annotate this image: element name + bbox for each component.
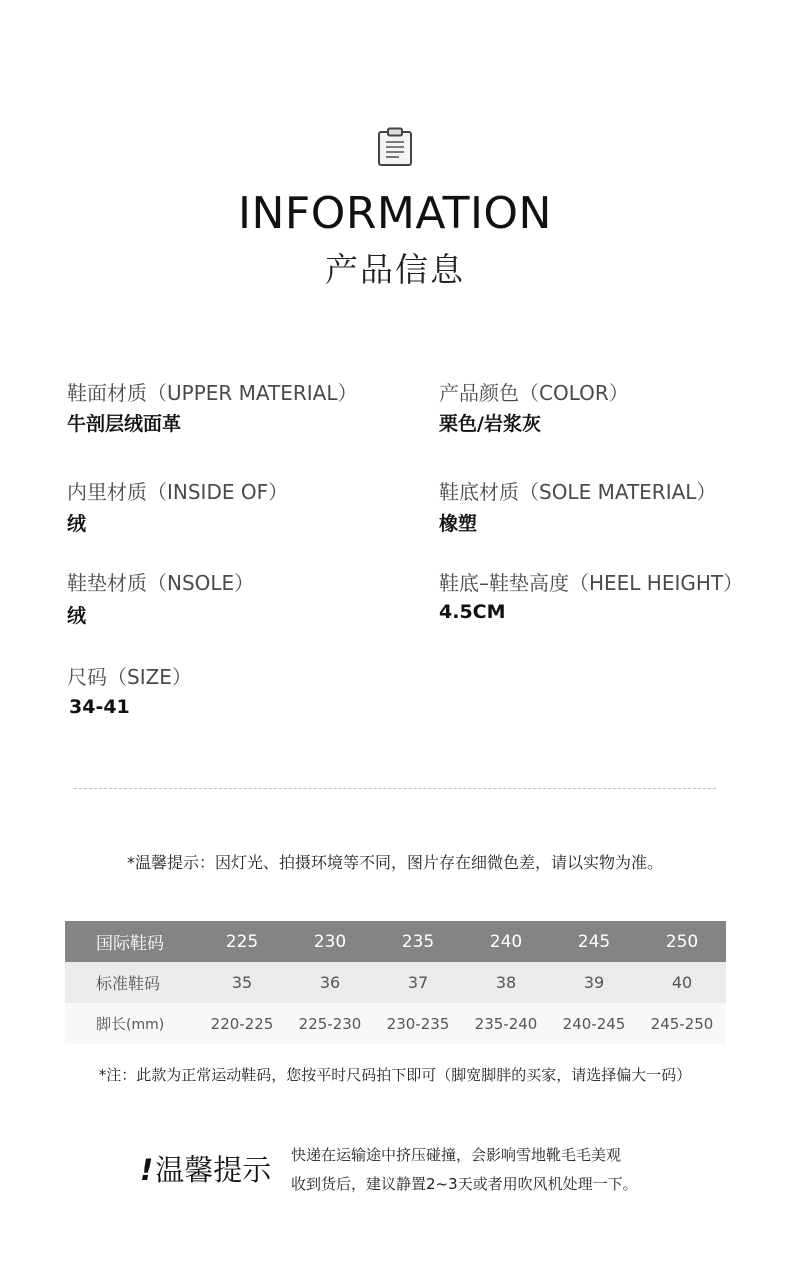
- warm-tip-line: 快递在运输途中挤压碰撞，会影响雪地靴毛毛美观: [291, 1146, 622, 1164]
- table-cell: 36: [286, 962, 374, 1003]
- sole-material-value: 橡塑: [439, 513, 478, 535]
- table-cell: 40: [638, 962, 726, 1003]
- insole-material-value: 绒: [67, 605, 87, 627]
- clipboard-icon: [377, 127, 413, 167]
- sole-material-label: 鞋底材质（SOLE MATERIAL）: [439, 480, 717, 504]
- table-cell: 39: [550, 962, 638, 1003]
- dashed-divider: [74, 788, 716, 789]
- warm-tip-title: [140, 1148, 271, 1189]
- page-title-chinese: 产品信息: [325, 250, 465, 289]
- table-cell: 240-245: [550, 1003, 638, 1044]
- color-difference-notice: *温馨提示：因灯光、拍摄环境等不同，图片存在细微色差，请以实物为准。: [126, 853, 663, 872]
- exclamation-icon: !: [140, 1153, 154, 1187]
- row-header: [65, 1003, 198, 1044]
- color-label: 产品颜色（COLOR）: [439, 381, 629, 405]
- table-cell: 230: [286, 921, 374, 962]
- table-cell: 240: [462, 921, 550, 962]
- table-cell: 245: [550, 921, 638, 962]
- color-value: 栗色/岩浆灰: [439, 413, 541, 435]
- heel-height-label: 鞋底–鞋垫高度（HEEL HEIGHT）: [439, 571, 744, 595]
- table-cell: 235-240: [462, 1003, 550, 1044]
- inside-material-label: 内里材质（INSIDE OF）: [67, 480, 289, 504]
- upper-material-label: 鞋面材质（UPPER MATERIAL）: [67, 381, 358, 405]
- table-cell: 235: [374, 921, 462, 962]
- warm-tip-title-text: 温馨提示: [155, 1153, 272, 1187]
- table-cell: 250: [638, 921, 726, 962]
- table-cell: 245-250: [638, 1003, 726, 1044]
- table-cell: 35: [198, 962, 286, 1003]
- table-row-international-size: [65, 921, 726, 962]
- warm-tip-line: 收到货后，建议静置2~3天或者用吹风机处理一下。: [291, 1175, 638, 1193]
- table-row-standard-size: [65, 962, 726, 1003]
- size-chart-table: [65, 921, 726, 1044]
- page-title-english: INFORMATION: [238, 188, 552, 239]
- table-cell: 37: [374, 962, 462, 1003]
- size-table-note: *注：此款为正常运动鞋码，您按平时尺码拍下即可（脚宽脚胖的买家，请选择偏大一码）: [98, 1066, 692, 1084]
- heel-height-value: 4.5CM: [439, 601, 506, 623]
- table-row-foot-length: [65, 1003, 726, 1044]
- row-header-label: 脚长: [96, 1015, 127, 1033]
- table-cell: 220-225: [198, 1003, 286, 1044]
- size-value: 34-41: [69, 696, 130, 718]
- size-label: 尺码（SIZE）: [67, 665, 192, 689]
- row-header: 国际鞋码: [65, 921, 198, 962]
- table-cell: 225-230: [286, 1003, 374, 1044]
- table-cell: 230-235: [374, 1003, 462, 1044]
- inside-material-value: 绒: [67, 513, 87, 535]
- row-header-unit: (mm): [126, 1017, 165, 1033]
- table-cell: 225: [198, 921, 286, 962]
- table-cell: 38: [462, 962, 550, 1003]
- insole-material-label: 鞋垫材质（NSOLE）: [67, 571, 255, 595]
- upper-material-value: 牛剖层绒面革: [67, 413, 182, 435]
- row-header: 标准鞋码: [65, 962, 198, 1003]
